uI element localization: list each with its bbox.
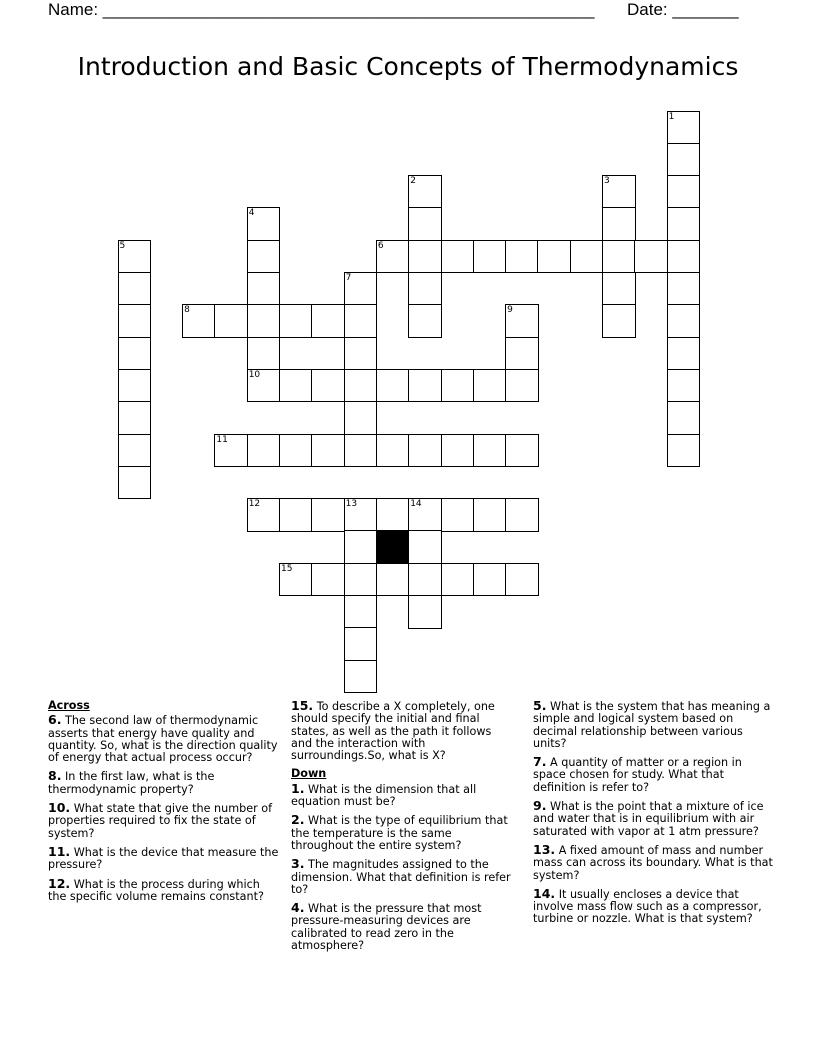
clue-number: 2.	[291, 812, 305, 828]
grid-cell[interactable]	[344, 434, 378, 468]
clues-column-3	[533, 700, 773, 932]
clue-number-label: 10	[248, 369, 261, 380]
grid-cell[interactable]	[602, 207, 636, 241]
across-clue-12	[48, 875, 280, 904]
grid-cell[interactable]	[441, 369, 475, 403]
grid-cell[interactable]	[473, 369, 507, 403]
clue-text: In the first law, what is the thermodynamic property?	[48, 770, 215, 796]
grid-cell[interactable]	[473, 434, 507, 468]
grid-cell[interactable]	[602, 240, 636, 274]
grid-cell[interactable]	[667, 304, 701, 338]
grid-cell[interactable]	[311, 369, 345, 403]
grid-cell[interactable]	[344, 595, 378, 629]
grid-cell[interactable]	[247, 369, 281, 403]
grid-cell[interactable]	[505, 563, 539, 597]
across-heading: Across	[48, 699, 90, 712]
clue-number-label: 15	[281, 563, 293, 574]
grid-cell[interactable]	[311, 434, 345, 468]
down-clue-1	[291, 780, 515, 809]
grid-cell[interactable]	[376, 498, 410, 532]
grid-cell[interactable]	[279, 498, 313, 532]
grid-cell[interactable]	[667, 240, 701, 274]
grid-cell[interactable]	[279, 563, 313, 597]
clue-number-label: 9	[507, 305, 513, 316]
grid-cell[interactable]	[247, 498, 281, 532]
grid-cell[interactable]	[118, 434, 152, 468]
grid-cell-blocked	[376, 530, 410, 564]
across-clue-15	[291, 700, 515, 762]
clue-number: 13.	[533, 841, 556, 857]
clue-number-label: 3	[604, 176, 610, 187]
grid-cell[interactable]	[667, 175, 701, 209]
grid-cell[interactable]	[667, 401, 701, 435]
grid-cell[interactable]	[118, 337, 152, 371]
clue-number: 5.	[533, 698, 547, 713]
clue-text: To describe a X completely, one should specify the initial and final states, as well as the path it follows and the interaction with surroundings.So, what is X?	[291, 700, 495, 763]
across-clue-10	[48, 802, 280, 840]
grid-cell[interactable]	[667, 207, 701, 241]
grid-cell[interactable]	[118, 304, 152, 338]
grid-cell[interactable]	[602, 175, 636, 209]
grid-cell[interactable]	[441, 563, 475, 597]
grid-cell[interactable]	[376, 369, 410, 403]
grid-cell[interactable]	[311, 304, 345, 338]
grid-cell[interactable]	[279, 434, 313, 468]
clue-number-label: 12	[248, 499, 261, 510]
grid-cell[interactable]	[279, 369, 313, 403]
date-line[interactable]: Date: _______	[627, 0, 739, 19]
clue-text: What is the process during which the specific volume remains constant?	[48, 877, 264, 903]
down-heading: Down	[291, 767, 327, 781]
grid-cell[interactable]	[505, 434, 539, 468]
grid-cell[interactable]	[473, 563, 507, 597]
grid-cell[interactable]	[408, 434, 442, 468]
grid-cell[interactable]	[376, 434, 410, 468]
clue-number: 9.	[533, 798, 547, 814]
grid-cell[interactable]	[505, 369, 539, 403]
down-clue-3	[291, 858, 515, 896]
grid-cell[interactable]	[602, 272, 636, 306]
grid-cell[interactable]	[667, 434, 701, 468]
clue-number-label: 5	[119, 240, 126, 251]
grid-cell[interactable]	[408, 530, 442, 564]
grid-cell[interactable]	[473, 240, 507, 274]
clue-text: The magnitudes assigned to the dimension. What that definition is refer to?	[291, 858, 511, 896]
down-clue-2	[291, 814, 515, 852]
grid-cell[interactable]	[505, 498, 539, 532]
across-clue-11	[48, 843, 280, 872]
grid-cell[interactable]	[634, 240, 668, 274]
grid-cell[interactable]	[344, 498, 378, 532]
grid-cell[interactable]	[376, 563, 410, 597]
grid-cell[interactable]	[408, 595, 442, 629]
clue-text: What is the point that a mixture of ice and water that is in equilibrium with air saturated with vapor at 1 atm pressure?	[533, 800, 764, 838]
grid-cell[interactable]	[537, 240, 571, 274]
grid-cell[interactable]	[602, 304, 636, 338]
down-clue-7	[533, 756, 773, 794]
grid-cell[interactable]	[214, 434, 248, 468]
down-clue-14	[533, 885, 773, 926]
grid-cell[interactable]	[667, 369, 701, 403]
grid-cell[interactable]	[344, 337, 378, 371]
grid-cell[interactable]	[118, 466, 152, 500]
clue-number: 11.	[48, 843, 71, 859]
grid-cell[interactable]	[667, 143, 701, 177]
down-clue-9	[533, 800, 773, 838]
grid-cell[interactable]	[344, 272, 378, 306]
clue-number: 7.	[533, 754, 547, 770]
clue-number: 3.	[291, 856, 305, 872]
grid-cell[interactable]	[408, 240, 442, 274]
clue-number: 10.	[48, 800, 71, 816]
grid-cell[interactable]	[667, 111, 701, 145]
grid-cell[interactable]	[408, 498, 442, 532]
down-clue-13	[533, 841, 773, 882]
grid-cell[interactable]	[344, 563, 378, 597]
grid-cell[interactable]	[247, 304, 281, 338]
grid-cell[interactable]	[247, 207, 281, 241]
across-clue-6	[48, 714, 280, 764]
clue-number-label: 11	[216, 434, 228, 445]
grid-cell[interactable]	[473, 498, 507, 532]
clue-text: What is the dimension that all equation must be?	[291, 782, 477, 809]
grid-cell[interactable]	[441, 240, 475, 274]
grid-cell[interactable]	[247, 240, 281, 274]
grid-cell[interactable]	[214, 304, 248, 338]
grid-cell[interactable]	[311, 498, 345, 532]
grid-cell[interactable]	[118, 240, 152, 274]
clue-number: 15.	[291, 698, 314, 713]
clue-number: 6.	[48, 712, 62, 728]
across-clue-8	[48, 770, 280, 796]
clue-text: It usually encloses a device that involve mass flow such as a compressor, turbine or nozzle. What is that system?	[533, 887, 762, 926]
clue-number: 14.	[533, 885, 556, 901]
grid-cell[interactable]	[408, 369, 442, 403]
clues-column-1	[48, 700, 280, 909]
grid-cell[interactable]	[570, 240, 604, 274]
grid-cell[interactable]	[408, 563, 442, 597]
grid-cell[interactable]	[505, 240, 539, 274]
clue-number: 4.	[291, 900, 305, 916]
grid-cell[interactable]	[344, 369, 378, 403]
grid-cell[interactable]	[182, 304, 216, 338]
grid-cell[interactable]	[118, 369, 152, 403]
grid-cell[interactable]	[118, 272, 152, 306]
grid-cell[interactable]	[118, 401, 152, 435]
grid-cell[interactable]	[344, 627, 378, 661]
grid-cell[interactable]	[344, 304, 378, 338]
clue-number: 1.	[291, 780, 305, 796]
grid-cell[interactable]	[247, 272, 281, 306]
clue-text: What state that give the number of properties required to fix the state of system?	[48, 802, 273, 840]
grid-cell[interactable]	[441, 498, 475, 532]
clue-text: What is the system that has meaning a simple and logical system based on decimal relationship between various units?	[533, 700, 771, 750]
page-title: Introduction and Basic Concepts of Thermodynamics	[77, 52, 739, 81]
clue-number-label: 13	[345, 499, 358, 510]
grid-cell[interactable]	[505, 337, 539, 371]
grid-cell[interactable]	[408, 207, 442, 241]
grid-cell[interactable]	[441, 434, 475, 468]
grid-cell[interactable]	[505, 304, 539, 338]
grid-cell[interactable]	[344, 401, 378, 435]
clue-number-label: 14	[410, 499, 422, 510]
grid-cell[interactable]	[311, 563, 345, 597]
grid-cell[interactable]	[408, 304, 442, 338]
grid-cell[interactable]	[667, 337, 701, 371]
clue-number-label: 7	[345, 273, 352, 283]
clue-number: 8.	[48, 768, 62, 784]
clue-number-label: 8	[184, 305, 190, 316]
clue-text: A quantity of matter or a region in space chosen for study. What that definition is refer to?	[533, 756, 742, 794]
grid-cell[interactable]	[279, 304, 313, 338]
clue-text: A fixed amount of mass and number mass can across its boundary. What is that system?	[533, 843, 773, 882]
grid-cell[interactable]	[408, 272, 442, 306]
grid-cell[interactable]	[247, 434, 281, 468]
clue-number-label: 6	[377, 240, 384, 251]
grid-cell[interactable]	[344, 530, 378, 564]
clue-text: What is the pressure that most pressure-measuring devices are calibrated to read zero in the atmosphere?	[291, 902, 482, 953]
down-clue-5	[533, 700, 773, 750]
grid-cell[interactable]	[247, 337, 281, 371]
clues-column-2	[291, 700, 515, 958]
grid-cell[interactable]	[344, 660, 378, 694]
grid-cell[interactable]	[376, 240, 410, 274]
clue-number-label: 1	[668, 111, 675, 122]
clue-text: What is the type of equilibrium that the temperature is the same throughout the entire system?	[291, 814, 508, 852]
grid-cell[interactable]	[667, 272, 701, 306]
grid-cell[interactable]	[408, 175, 442, 209]
clue-text: What is the device that measure the pressure?	[48, 845, 279, 872]
clue-text: The second law of thermodynamic asserts that energy have quality and quantity. So, what is the direction quality of energy that actual process occur?	[48, 714, 278, 765]
name-line[interactable]: Name: ____________________________________________________	[48, 0, 595, 19]
clue-number-label: 2	[410, 176, 416, 187]
down-clue-4	[291, 902, 515, 952]
clue-number-label: 4	[248, 208, 255, 219]
clue-number: 12.	[48, 875, 71, 891]
